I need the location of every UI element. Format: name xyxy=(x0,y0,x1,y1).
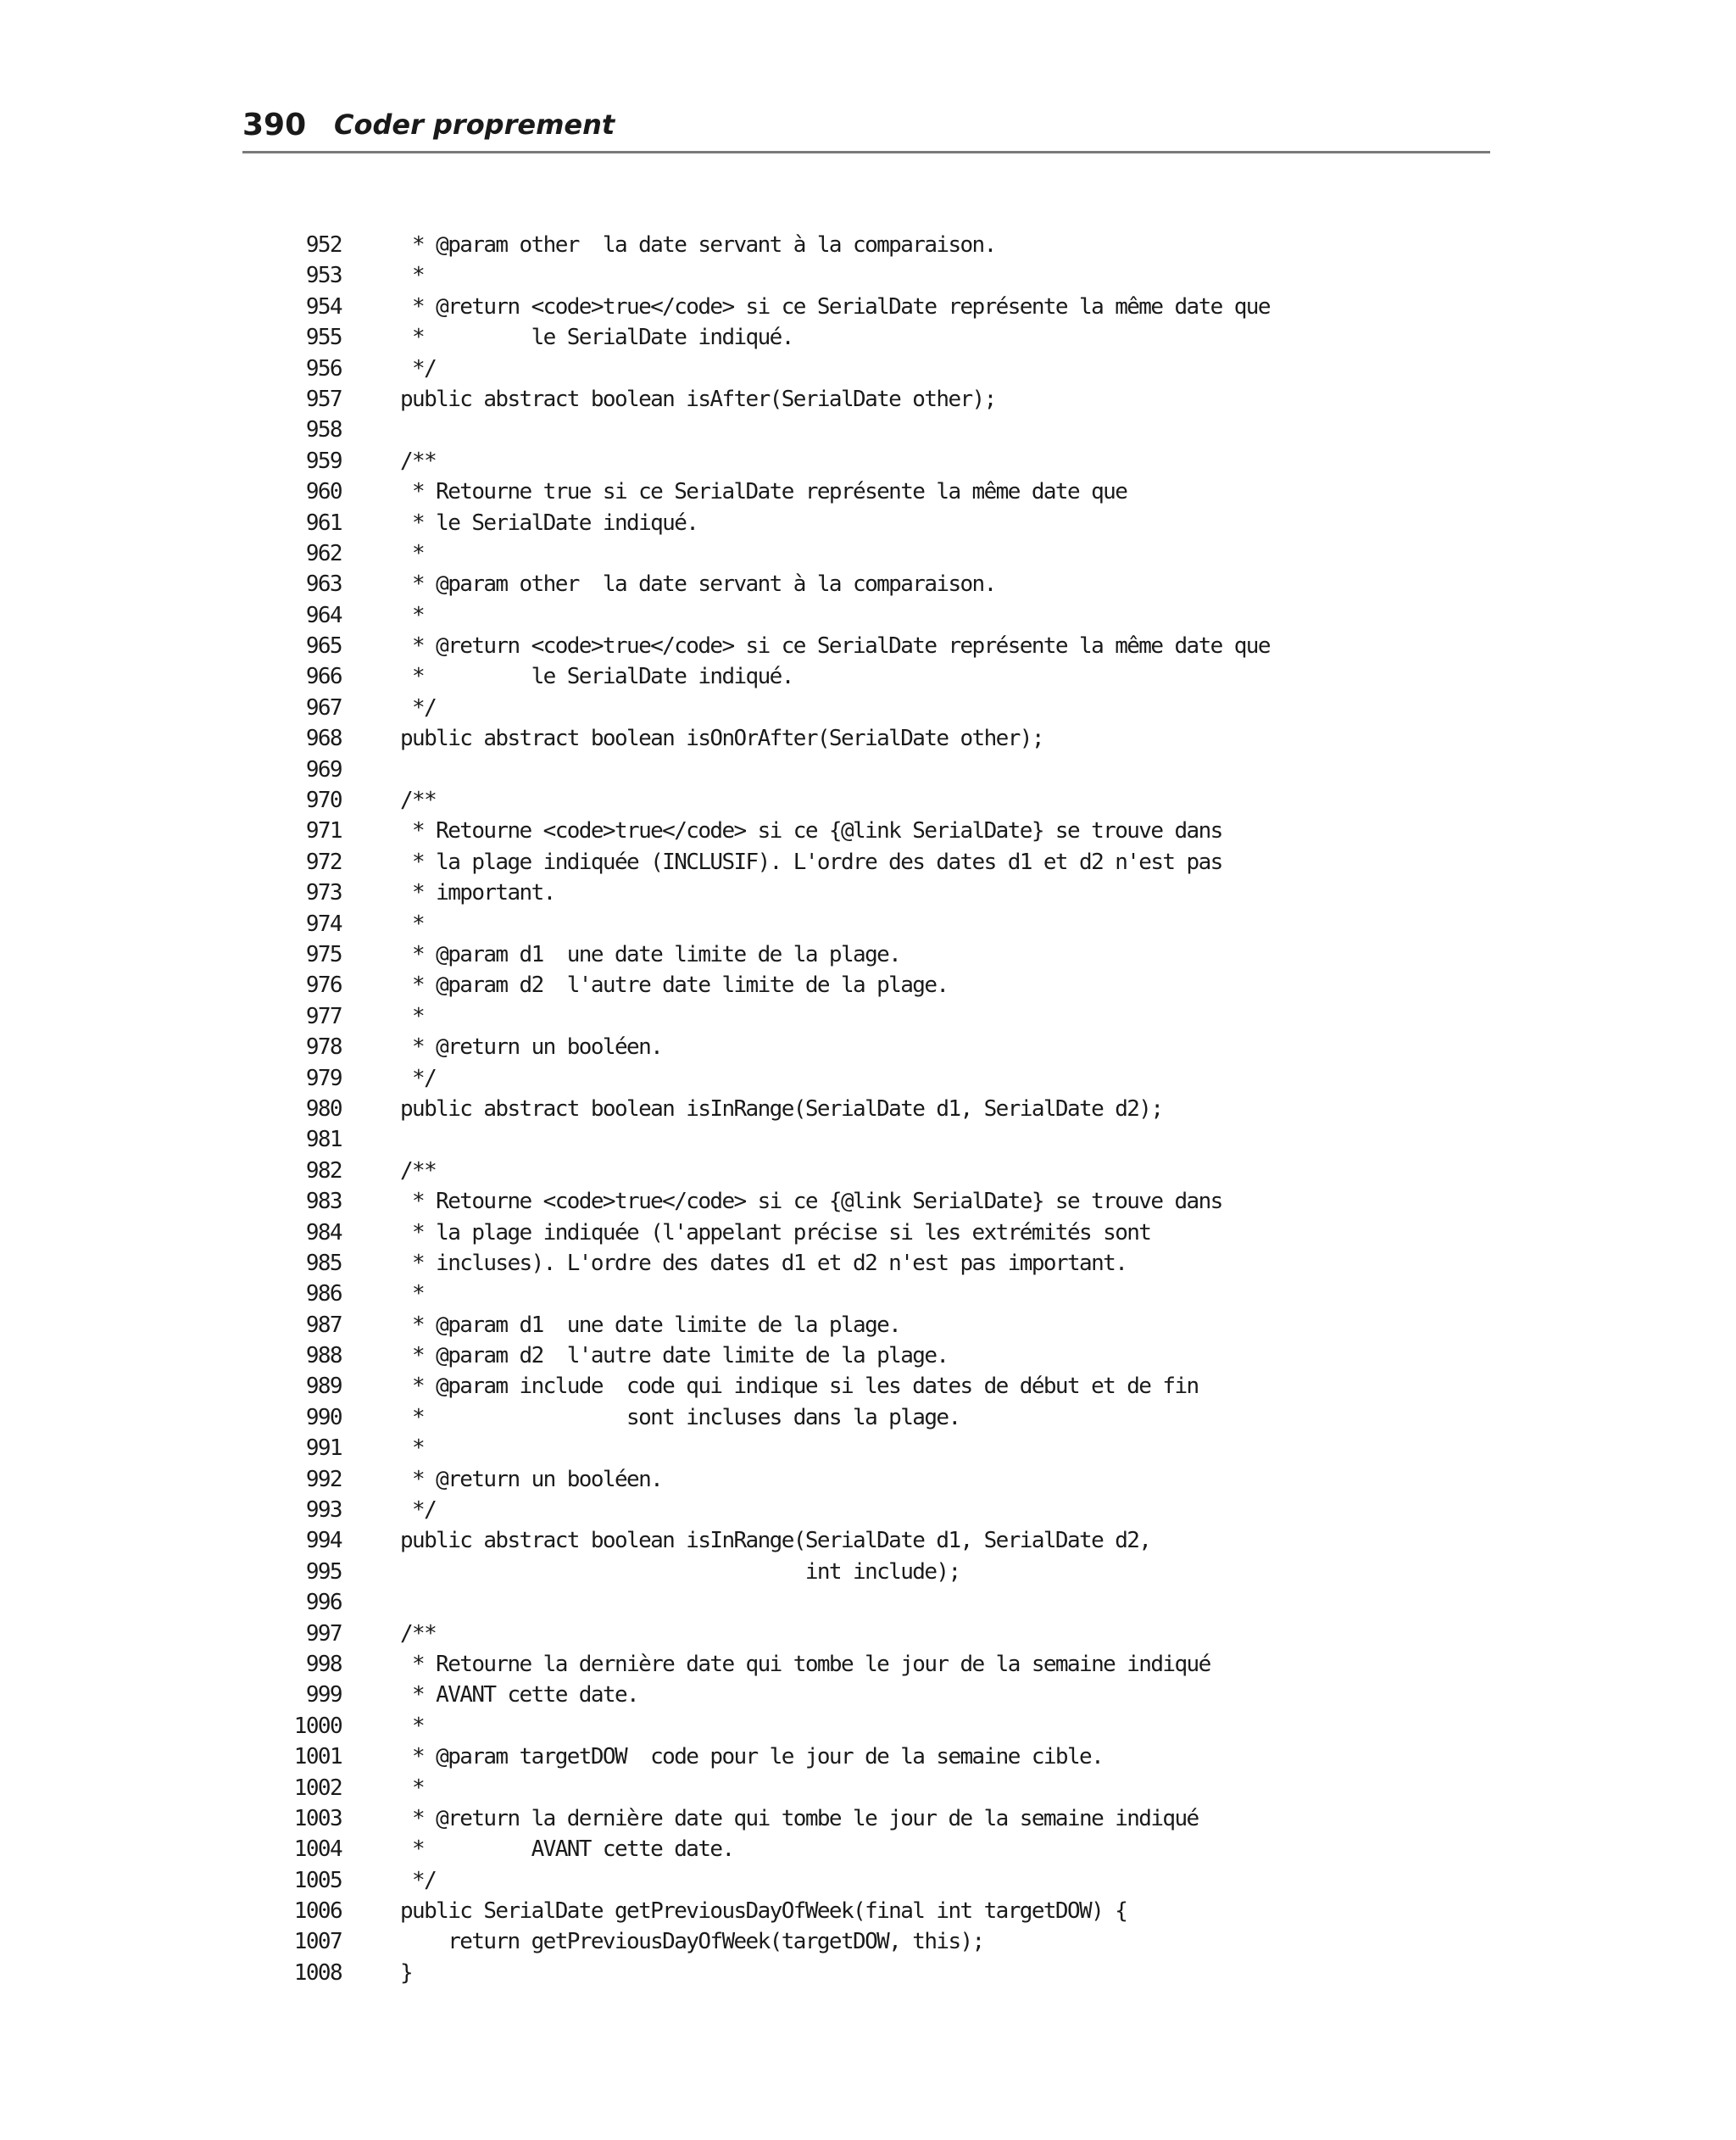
line-number: 987 xyxy=(305,1312,342,1338)
code-text: * xyxy=(400,1775,425,1801)
code-text: * AVANT cette date. xyxy=(400,1836,734,1863)
code-line xyxy=(254,415,1441,445)
code-text: */ xyxy=(400,694,437,721)
code-line xyxy=(254,1310,1441,1340)
code-line xyxy=(254,1464,1441,1495)
line-number: 957 xyxy=(305,386,342,412)
line-number: 990 xyxy=(305,1404,342,1430)
code-text: * xyxy=(400,540,425,566)
line-number: 1002 xyxy=(293,1775,342,1801)
book-title: Coder proprement xyxy=(334,109,615,141)
code-line xyxy=(254,816,1441,846)
code-line xyxy=(254,847,1441,878)
code-line xyxy=(254,1649,1441,1680)
code-line xyxy=(254,260,1441,291)
line-number: 962 xyxy=(305,540,342,566)
code-text: * @param d1 une date limite de la plage. xyxy=(400,941,901,967)
code-line xyxy=(254,1834,1441,1864)
code-line xyxy=(254,631,1441,661)
line-number: 991 xyxy=(305,1435,342,1462)
code-line xyxy=(254,1124,1441,1155)
code-text: * la plage indiquée (l'appelant précise si les extrémités sont xyxy=(400,1219,1151,1246)
code-line xyxy=(254,1896,1441,1926)
code-line xyxy=(254,1525,1441,1556)
code-text: /** xyxy=(400,1157,437,1184)
code-text: * xyxy=(400,602,425,628)
code-line xyxy=(254,1279,1441,1309)
code-text: * @return un booléen. xyxy=(400,1466,663,1492)
line-number: 1000 xyxy=(293,1713,342,1739)
code-text: * @return la dernière date qui tombe le jour de la semaine indiqué xyxy=(400,1805,1199,1831)
code-text xyxy=(400,415,1441,445)
code-line xyxy=(254,1711,1441,1742)
code-line xyxy=(254,909,1441,939)
code-line xyxy=(254,230,1441,260)
header-rule xyxy=(242,151,1490,153)
line-number: 980 xyxy=(305,1095,342,1122)
code-text: public abstract boolean isInRange(SerialDate d1, SerialDate d2); xyxy=(400,1095,1163,1122)
code-line xyxy=(254,508,1441,538)
code-text: * Retourne <code>true</code> si ce {@link SerialDate} se trouve dans xyxy=(400,818,1222,844)
code-text: * @return <code>true</code> si ce SerialDate représente la même date que xyxy=(400,633,1270,660)
code-line xyxy=(254,538,1441,569)
code-line xyxy=(254,723,1441,754)
line-number: 960 xyxy=(305,479,342,505)
code-text: * @param d1 une date limite de la plage. xyxy=(400,1312,901,1338)
code-line xyxy=(254,1926,1441,1957)
code-text: * Retourne true si ce SerialDate représente la même date que xyxy=(400,479,1127,505)
code-text: * xyxy=(400,1713,425,1739)
code-line xyxy=(254,1218,1441,1248)
line-number: 986 xyxy=(305,1281,342,1307)
code-line xyxy=(254,476,1441,507)
code-line xyxy=(254,322,1441,353)
line-number: 998 xyxy=(305,1651,342,1677)
code-text: * le SerialDate indiqué. xyxy=(400,325,793,351)
line-number: 978 xyxy=(305,1034,342,1061)
line-number: 973 xyxy=(305,880,342,906)
code-text: * le SerialDate indiqué. xyxy=(400,664,793,690)
line-number: 955 xyxy=(305,325,342,351)
code-line xyxy=(254,1371,1441,1402)
line-number: 958 xyxy=(305,417,342,443)
line-number: 971 xyxy=(305,818,342,844)
line-number: 996 xyxy=(305,1590,342,1616)
code-line xyxy=(254,1032,1441,1062)
line-number: 959 xyxy=(305,448,342,474)
code-text: * @return un booléen. xyxy=(400,1034,663,1061)
line-number: 967 xyxy=(305,694,342,721)
code-line xyxy=(254,1773,1441,1803)
code-listing xyxy=(254,230,1441,1988)
line-number: 999 xyxy=(305,1682,342,1708)
line-number: 1004 xyxy=(293,1836,342,1863)
code-line xyxy=(254,1248,1441,1279)
line-number: 1003 xyxy=(293,1805,342,1831)
code-text: /** xyxy=(400,448,437,474)
code-text: public abstract boolean isOnOrAfter(SerialDate other); xyxy=(400,726,1043,752)
code-text: * important. xyxy=(400,880,555,906)
line-number: 952 xyxy=(305,232,342,258)
code-line xyxy=(254,1001,1441,1032)
line-number: 992 xyxy=(305,1466,342,1492)
line-number: 965 xyxy=(305,633,342,660)
code-text: int include); xyxy=(400,1558,960,1585)
code-text xyxy=(400,1587,1441,1618)
line-number: 994 xyxy=(305,1528,342,1554)
code-line xyxy=(254,661,1441,692)
line-number: 954 xyxy=(305,293,342,320)
line-number: 968 xyxy=(305,726,342,752)
code-text: * AVANT cette date. xyxy=(400,1682,639,1708)
code-line xyxy=(254,1557,1441,1587)
code-text: * @param include code qui indique si les dates de début et de fin xyxy=(400,1374,1199,1400)
line-number: 1006 xyxy=(293,1898,342,1925)
code-text: * xyxy=(400,911,425,937)
code-text: * xyxy=(400,1281,425,1307)
code-line xyxy=(254,1619,1441,1649)
line-number: 953 xyxy=(305,263,342,289)
line-number: 976 xyxy=(305,972,342,999)
code-text: * @return <code>true</code> si ce SerialDate représente la même date que xyxy=(400,293,1270,320)
code-text: * @param d2 l'autre date limite de la plage. xyxy=(400,1343,949,1369)
line-number: 974 xyxy=(305,911,342,937)
code-text: */ xyxy=(400,355,437,382)
code-text: * incluses). L'ordre des dates d1 et d2 n'est pas important. xyxy=(400,1250,1127,1276)
line-number: 997 xyxy=(305,1620,342,1647)
line-number: 989 xyxy=(305,1374,342,1400)
code-line xyxy=(254,600,1441,631)
line-number: 961 xyxy=(305,510,342,536)
code-text: * xyxy=(400,1003,425,1029)
code-text: * xyxy=(400,263,425,289)
code-line xyxy=(254,755,1441,785)
code-text: * xyxy=(400,1435,425,1462)
line-number: 981 xyxy=(305,1127,342,1153)
code-text: * @param other la date servant à la comparaison. xyxy=(400,571,996,598)
line-number: 985 xyxy=(305,1250,342,1276)
code-line xyxy=(254,970,1441,1000)
code-line xyxy=(254,1958,1441,1988)
code-line xyxy=(254,1186,1441,1217)
line-number: 1005 xyxy=(293,1867,342,1893)
code-line xyxy=(254,693,1441,723)
page-header xyxy=(242,100,1490,149)
code-text: public abstract boolean isAfter(SerialDate other); xyxy=(400,386,996,412)
line-number: 983 xyxy=(305,1189,342,1215)
code-line xyxy=(254,1156,1441,1186)
code-line xyxy=(254,1742,1441,1772)
code-line xyxy=(254,292,1441,322)
line-number: 975 xyxy=(305,941,342,967)
code-text xyxy=(400,755,1441,785)
code-line xyxy=(254,939,1441,970)
code-text: } xyxy=(400,1959,413,1986)
line-number: 970 xyxy=(305,788,342,814)
line-number: 966 xyxy=(305,664,342,690)
code-line xyxy=(254,785,1441,816)
line-number: 977 xyxy=(305,1003,342,1029)
line-number: 1008 xyxy=(293,1959,342,1986)
line-number: 969 xyxy=(305,756,342,783)
page-number: 390 xyxy=(242,107,307,142)
line-number: 964 xyxy=(305,602,342,628)
line-number: 988 xyxy=(305,1343,342,1369)
line-number: 982 xyxy=(305,1157,342,1184)
code-line xyxy=(254,1680,1441,1710)
code-line xyxy=(254,1340,1441,1371)
line-number: 979 xyxy=(305,1065,342,1091)
code-line xyxy=(254,354,1441,384)
code-text: public SerialDate getPreviousDayOfWeek(final int targetDOW) { xyxy=(400,1898,1127,1925)
line-number: 972 xyxy=(305,849,342,875)
code-line xyxy=(254,384,1441,415)
line-number: 963 xyxy=(305,571,342,598)
code-text xyxy=(400,1124,1441,1155)
code-text: * @param other la date servant à la comparaison. xyxy=(400,232,996,258)
code-line xyxy=(254,1495,1441,1525)
code-line xyxy=(254,1433,1441,1463)
code-line xyxy=(254,1063,1441,1094)
code-line xyxy=(254,878,1441,908)
line-number: 1007 xyxy=(293,1929,342,1955)
code-text: * la plage indiquée (INCLUSIF). L'ordre des dates d1 et d2 n'est pas xyxy=(400,849,1222,875)
code-text: * @param targetDOW code pour le jour de la semaine cible. xyxy=(400,1744,1104,1770)
line-number: 956 xyxy=(305,355,342,382)
code-text: return getPreviousDayOfWeek(targetDOW, this); xyxy=(400,1929,984,1955)
code-text: * Retourne la dernière date qui tombe le jour de la semaine indiqué xyxy=(400,1651,1210,1677)
code-text: */ xyxy=(400,1867,437,1893)
code-text: public abstract boolean isInRange(SerialDate d1, SerialDate d2, xyxy=(400,1528,1151,1554)
code-text: * le SerialDate indiqué. xyxy=(400,510,698,536)
code-line xyxy=(254,1803,1441,1834)
code-text: /** xyxy=(400,788,437,814)
code-text: * Retourne <code>true</code> si ce {@link SerialDate} se trouve dans xyxy=(400,1189,1222,1215)
code-text: * @param d2 l'autre date limite de la plage. xyxy=(400,972,949,999)
code-line xyxy=(254,1094,1441,1124)
line-number: 984 xyxy=(305,1219,342,1246)
code-line xyxy=(254,1402,1441,1433)
line-number: 993 xyxy=(305,1497,342,1524)
code-text: */ xyxy=(400,1065,437,1091)
line-number: 995 xyxy=(305,1558,342,1585)
line-number: 1001 xyxy=(293,1744,342,1770)
code-line xyxy=(254,446,1441,476)
code-line xyxy=(254,1587,1441,1618)
code-line xyxy=(254,569,1441,599)
code-text: /** xyxy=(400,1620,437,1647)
code-line xyxy=(254,1865,1441,1896)
code-text: */ xyxy=(400,1497,437,1524)
code-text: * sont incluses dans la plage. xyxy=(400,1404,960,1430)
